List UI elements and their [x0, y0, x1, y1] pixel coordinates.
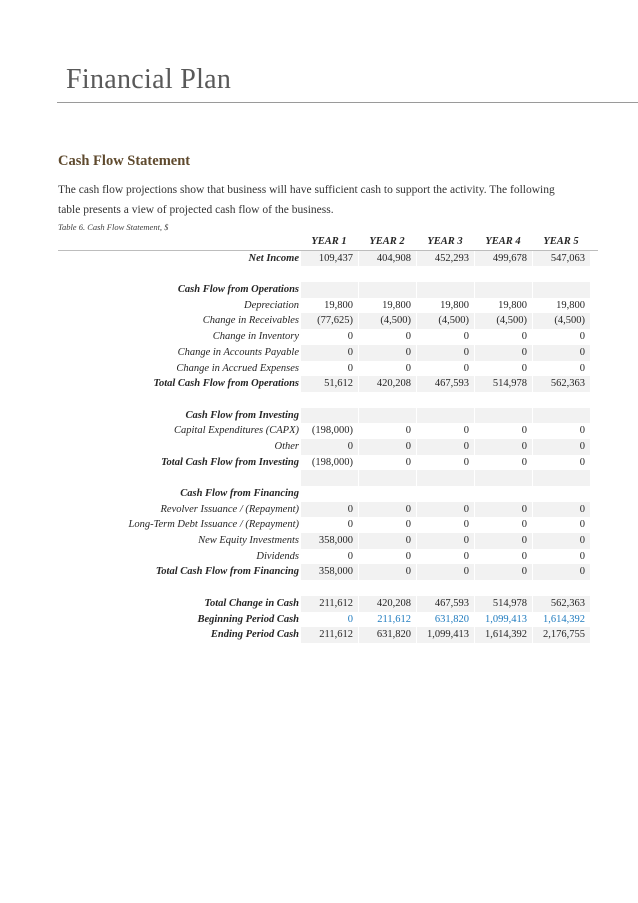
- empty-cell: [416, 486, 474, 502]
- cell-value: 0: [416, 439, 474, 455]
- cell-value: 0: [405, 331, 411, 343]
- cell-value: 0: [300, 439, 358, 455]
- intro-paragraph: The cash flow projections show that business will have sufficient cash to support the activity. The following table presents a view of projected cash flow of the business.: [58, 184, 555, 216]
- cell-value: 0: [521, 456, 527, 468]
- cell-value: 547,063: [532, 251, 590, 267]
- cell-value: 404,908: [358, 251, 416, 267]
- row-label: Depreciation: [243, 299, 299, 311]
- operations-heading-row: [58, 282, 598, 298]
- cell-value: 0: [579, 331, 585, 343]
- row-label: Total Change in Cash: [204, 597, 299, 609]
- cell-value: 0: [463, 456, 469, 468]
- table-row: [58, 423, 598, 439]
- cell-value: 0: [463, 519, 469, 531]
- year-2-header: YEAR 2: [369, 236, 405, 247]
- beginning-cash-row: [58, 612, 598, 628]
- cell-value: 0: [416, 502, 474, 518]
- spacer-row: [58, 580, 598, 596]
- operations-total-row: [58, 376, 598, 392]
- section-heading: Cash Flow from Investing: [185, 409, 299, 421]
- table-row: [58, 502, 598, 518]
- section-heading: Cash Flow from Operations: [177, 284, 299, 296]
- cell-value: 562,363: [532, 596, 590, 612]
- page-title: Financial Plan: [66, 64, 232, 95]
- empty-cell: [358, 486, 416, 502]
- cell-value: 514,978: [474, 376, 532, 392]
- empty-cell: [532, 486, 590, 502]
- cell-value: 1,614,392: [474, 627, 532, 643]
- cell-value: 0: [474, 439, 532, 455]
- cell-value: 19,800: [324, 299, 353, 311]
- empty-cell: [416, 282, 474, 298]
- row-label: Change in Receivables: [202, 315, 299, 327]
- row-label: Change in Inventory: [212, 331, 299, 343]
- cell-value: 0: [474, 533, 532, 549]
- cell-value: 0: [347, 613, 353, 625]
- cell-value: 0: [405, 362, 411, 374]
- row-label: Beginning Period Cash: [197, 613, 299, 625]
- cell-value: 0: [474, 345, 532, 361]
- cell-value: 0: [532, 564, 590, 580]
- cell-value: 0: [521, 362, 527, 374]
- section-title: Cash Flow Statement: [58, 153, 191, 169]
- cell-value: 0: [416, 564, 474, 580]
- cell-value: (198,000): [311, 456, 353, 468]
- row-label: Total Cash Flow from Financing: [155, 566, 299, 578]
- cell-value: 2,176,755: [532, 627, 590, 643]
- cell-value: 0: [347, 331, 353, 343]
- table-row: [58, 329, 598, 345]
- title-divider: [57, 102, 638, 103]
- net-income-row: [58, 251, 598, 267]
- cell-value: 467,593: [416, 376, 474, 392]
- table-row: [58, 549, 598, 565]
- cell-value: 514,978: [474, 596, 532, 612]
- row-label: Ending Period Cash: [210, 629, 299, 641]
- cell-value: 0: [579, 519, 585, 531]
- cell-value: 0: [463, 425, 469, 437]
- investing-total-row: [58, 455, 598, 471]
- cell-value: 631,820: [358, 627, 416, 643]
- cell-value: 0: [463, 362, 469, 374]
- cell-value: 0: [347, 519, 353, 531]
- empty-cell: [532, 282, 590, 298]
- cell-value: (4,500): [416, 313, 474, 329]
- cell-value: 0: [358, 533, 416, 549]
- cell-value: 631,820: [434, 613, 469, 625]
- table-row: [58, 313, 598, 329]
- empty-cell: [58, 470, 300, 486]
- cell-value: 0: [532, 533, 590, 549]
- cell-value: 19,800: [382, 299, 411, 311]
- empty-cell: [300, 408, 358, 424]
- year-3-header: YEAR 3: [427, 236, 463, 247]
- row-label: Net Income: [248, 252, 299, 264]
- cell-value: (198,000): [311, 425, 353, 437]
- table-row: [58, 533, 598, 549]
- cell-value: (4,500): [474, 313, 532, 329]
- cell-value: 0: [358, 439, 416, 455]
- empty-cell: [300, 486, 358, 502]
- empty-cell: [358, 282, 416, 298]
- empty-cell: [358, 470, 416, 486]
- empty-cell: [358, 408, 416, 424]
- cell-value: 0: [405, 456, 411, 468]
- row-label: Total Cash Flow from Investing: [161, 456, 299, 468]
- cell-value: 0: [532, 502, 590, 518]
- cell-value: 0: [532, 345, 590, 361]
- spacer-row: [58, 470, 598, 486]
- cell-value: (4,500): [358, 313, 416, 329]
- cell-value: 211,612: [300, 627, 358, 643]
- row-label: Dividends: [256, 550, 299, 562]
- cell-value: 452,293: [416, 251, 474, 267]
- row-label: Long-Term Debt Issuance / (Repayment): [128, 519, 299, 531]
- cell-value: 19,800: [440, 299, 469, 311]
- empty-cell: [416, 408, 474, 424]
- cell-value: 0: [521, 519, 527, 531]
- cell-value: 0: [405, 425, 411, 437]
- row-label: Total Cash Flow from Operations: [153, 378, 299, 390]
- cell-value: 0: [300, 345, 358, 361]
- empty-cell: [300, 282, 358, 298]
- cell-value: 0: [416, 533, 474, 549]
- table-header-row: [58, 234, 598, 251]
- empty-cell: [532, 470, 590, 486]
- cell-value: 0: [532, 439, 590, 455]
- cell-value: 0: [358, 345, 416, 361]
- spacer-row: [58, 266, 598, 282]
- cell-value: 0: [347, 362, 353, 374]
- cell-value: 358,000: [300, 533, 358, 549]
- section-heading: Cash Flow from Financing: [180, 488, 299, 499]
- cell-value: 0: [474, 564, 532, 580]
- cell-value: 0: [358, 564, 416, 580]
- cell-value: 1,099,413: [416, 627, 474, 643]
- cell-value: 0: [405, 519, 411, 531]
- cell-value: 1,614,392: [543, 613, 585, 625]
- cell-value: 51,612: [300, 376, 358, 392]
- table-row: [58, 517, 598, 533]
- row-label: Change in Accrued Expenses: [176, 362, 299, 374]
- cell-value: 0: [405, 550, 411, 562]
- spacer-row: [58, 392, 598, 408]
- cell-value: 0: [463, 331, 469, 343]
- cash-flow-table: [58, 234, 598, 643]
- cell-value: 211,612: [377, 613, 411, 625]
- row-label: Change in Accounts Payable: [177, 346, 299, 358]
- cell-value: 0: [521, 331, 527, 343]
- empty-cell: [474, 408, 532, 424]
- cell-value: 0: [300, 502, 358, 518]
- cell-value: 0: [521, 425, 527, 437]
- cell-value: 562,363: [532, 376, 590, 392]
- empty-cell: [532, 408, 590, 424]
- total-change-row: [58, 596, 598, 612]
- empty-cell: [416, 470, 474, 486]
- cell-value: 19,800: [556, 299, 585, 311]
- table-caption: Table 6. Cash Flow Statement, $: [58, 222, 169, 232]
- table-row: [58, 298, 598, 314]
- cell-value: 19,800: [498, 299, 527, 311]
- cell-value: 211,612: [300, 596, 358, 612]
- empty-cell: [474, 486, 532, 502]
- cell-value: (77,625): [300, 313, 358, 329]
- cell-value: 0: [347, 550, 353, 562]
- row-label: Revolver Issuance / (Repayment): [160, 503, 299, 515]
- financing-heading-row: [58, 486, 598, 502]
- cell-value: 467,593: [416, 596, 474, 612]
- empty-cell: [474, 282, 532, 298]
- row-label: Other: [274, 440, 299, 452]
- table-row: [58, 439, 598, 455]
- empty-cell: [474, 470, 532, 486]
- cell-value: 0: [579, 550, 585, 562]
- cell-value: 0: [474, 502, 532, 518]
- header-label-spacer: [58, 234, 300, 250]
- table-row: [58, 361, 598, 377]
- cell-value: 109,437: [300, 251, 358, 267]
- cell-value: 0: [579, 425, 585, 437]
- year-1-header: YEAR 1: [311, 236, 347, 247]
- row-label: Capital Expenditures (CAPX): [173, 425, 299, 437]
- ending-cash-row: [58, 627, 598, 643]
- year-5-header: YEAR 5: [543, 236, 579, 247]
- cell-value: 358,000: [300, 564, 358, 580]
- cell-value: 0: [358, 502, 416, 518]
- cell-value: 420,208: [358, 376, 416, 392]
- cell-value: (4,500): [532, 313, 590, 329]
- cell-value: 1,099,413: [485, 613, 527, 625]
- empty-cell: [300, 470, 358, 486]
- table-row: [58, 345, 598, 361]
- cell-value: 0: [521, 550, 527, 562]
- cell-value: 499,678: [474, 251, 532, 267]
- financing-total-row: [58, 564, 598, 580]
- cell-value: 0: [579, 362, 585, 374]
- cell-value: 420,208: [358, 596, 416, 612]
- year-4-header: YEAR 4: [485, 236, 521, 247]
- investing-heading-row: [58, 408, 598, 424]
- cell-value: 0: [416, 345, 474, 361]
- row-label: New Equity Investments: [198, 535, 299, 547]
- cell-value: 0: [463, 550, 469, 562]
- cell-value: 0: [579, 456, 585, 468]
